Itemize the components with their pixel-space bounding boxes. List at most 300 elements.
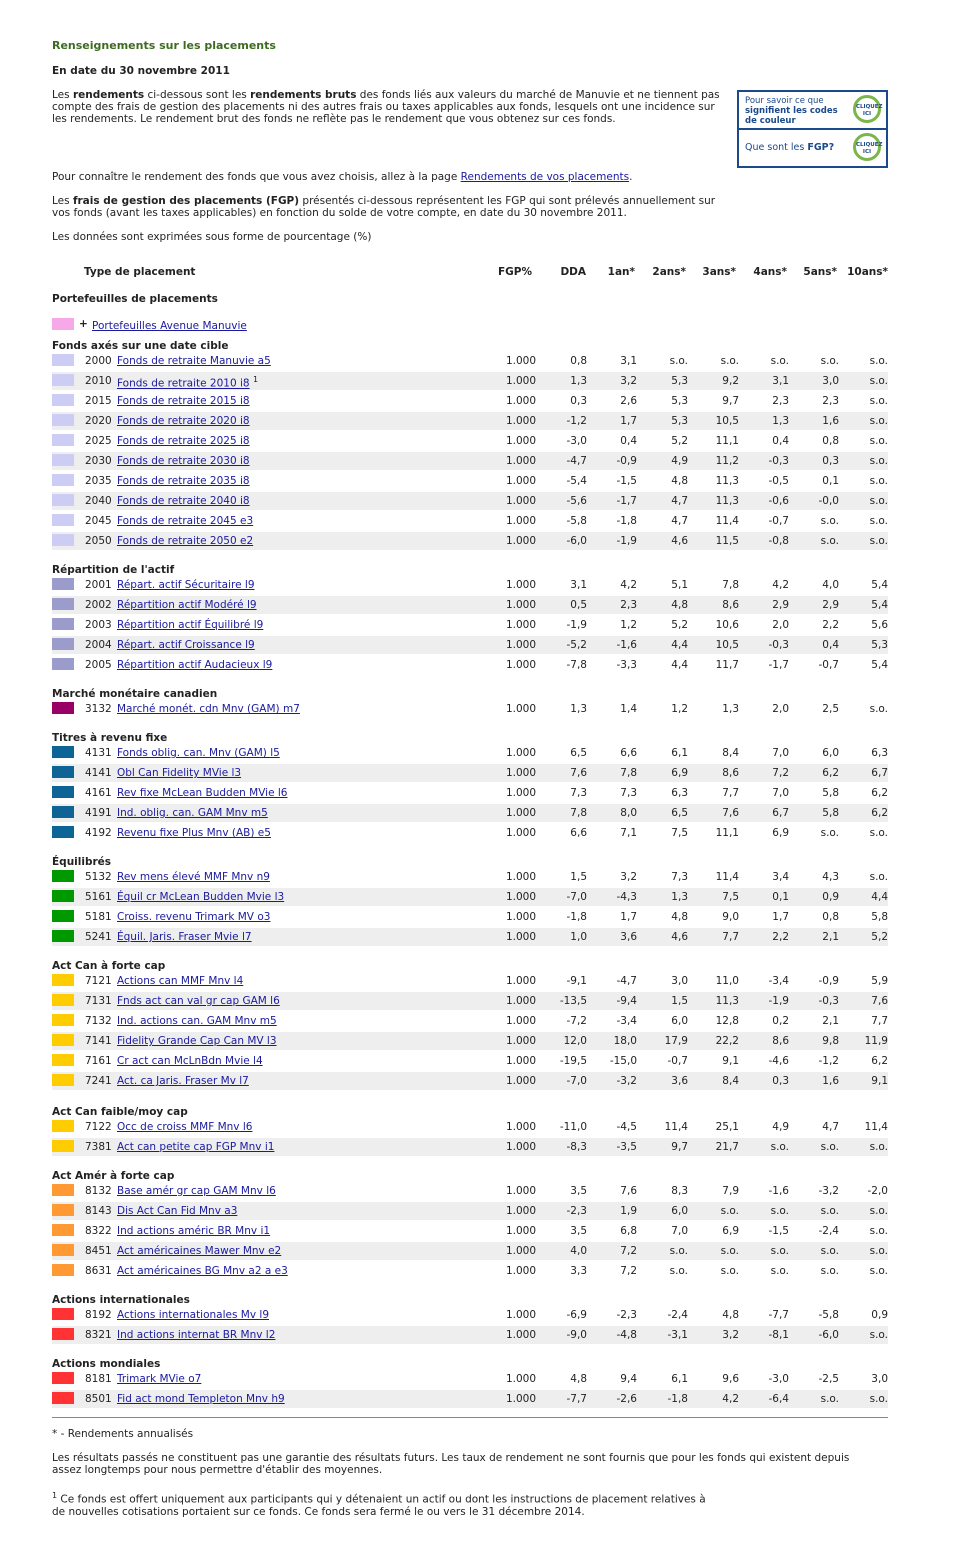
fund-name-cell bbox=[117, 1055, 263, 1067]
value-cell: 1.000 bbox=[505, 659, 536, 671]
value-cell: s.o. bbox=[720, 1205, 739, 1217]
fund-link[interactable]: Rev fixe McLean Budden MVie l6 bbox=[117, 787, 288, 799]
value-cell: 1.000 bbox=[505, 1185, 536, 1197]
value-cell: s.o. bbox=[820, 535, 839, 547]
value-cell: 1.000 bbox=[505, 1373, 536, 1385]
fund-name-cell bbox=[117, 1245, 281, 1257]
returns-link[interactable]: Rendements de vos placements bbox=[460, 171, 630, 183]
value-cell: 7,2 bbox=[620, 1265, 637, 1277]
value-cell: 2,2 bbox=[772, 931, 789, 943]
fund-link[interactable]: Act. ca Jaris. Fraser Mv l7 bbox=[117, 1075, 249, 1087]
fund-link[interactable]: Marché monét. cdn Mnv (GAM) m7 bbox=[117, 703, 300, 715]
value-cell: 0,4 bbox=[620, 435, 637, 447]
value-cell: -4,6 bbox=[768, 1055, 789, 1067]
value-cell: -5,2 bbox=[566, 639, 587, 651]
fund-link[interactable]: Répartition actif Modéré l9 bbox=[117, 599, 257, 611]
value-cell: 5,4 bbox=[871, 579, 888, 591]
value-cell: 11,4 bbox=[664, 1121, 688, 1133]
value-cell: 7,2 bbox=[620, 1245, 637, 1257]
value-cell: 5,3 bbox=[671, 415, 688, 427]
fund-color-swatch bbox=[52, 514, 74, 526]
value-cell: 4,8 bbox=[570, 1373, 587, 1385]
fund-color-swatch bbox=[52, 494, 74, 506]
value-cell: 0,3 bbox=[772, 1075, 789, 1087]
value-cell: 4,2 bbox=[620, 579, 637, 591]
value-cell: 5,9 bbox=[871, 975, 888, 987]
fund-link[interactable]: Répartition actif Équilibré l9 bbox=[117, 619, 264, 631]
value-cell: 17,9 bbox=[664, 1035, 688, 1047]
fund-code: 8181 bbox=[85, 1373, 112, 1385]
fund-code: 7131 bbox=[85, 995, 112, 1007]
fund-link[interactable]: Rev mens élevé MMF Mnv n9 bbox=[117, 871, 270, 883]
value-cell: s.o. bbox=[820, 1245, 839, 1257]
value-cell: 8,4 bbox=[722, 747, 739, 759]
value-cell: s.o. bbox=[869, 535, 888, 547]
fund-link[interactable]: Ind. oblig. can. GAM Mnv m5 bbox=[117, 807, 268, 819]
fund-name-cell bbox=[117, 931, 252, 943]
fund-name-cell bbox=[117, 1373, 201, 1385]
value-cell: 1.000 bbox=[505, 495, 536, 507]
fund-code: 8631 bbox=[85, 1265, 112, 1277]
fund-name-cell bbox=[117, 1015, 277, 1027]
value-cell: 7,8 bbox=[722, 579, 739, 591]
fund-link[interactable]: Base amér gr cap GAM Mnv l6 bbox=[117, 1185, 276, 1197]
value-cell: 1.000 bbox=[505, 975, 536, 987]
value-cell: 0,2 bbox=[772, 1015, 789, 1027]
value-cell: 9,1 bbox=[871, 1075, 888, 1087]
value-cell: -2,4 bbox=[818, 1225, 839, 1237]
fund-name-cell bbox=[117, 375, 258, 390]
value-cell: 6,8 bbox=[620, 1225, 637, 1237]
fund-color-swatch bbox=[52, 1264, 74, 1276]
expand-plus-icon[interactable]: + bbox=[79, 318, 88, 330]
value-cell: s.o. bbox=[720, 355, 739, 367]
fund-color-swatch bbox=[52, 534, 74, 546]
value-cell: -7,7 bbox=[566, 1393, 587, 1405]
value-cell: 4,6 bbox=[671, 535, 688, 547]
value-cell: 3,1 bbox=[772, 375, 789, 387]
fund-code: 2001 bbox=[85, 579, 112, 591]
color-codes-text: Pour savoir ce que signifient les codes de couleur bbox=[745, 96, 838, 126]
portfolio-link[interactable]: Portefeuilles Avenue Manuvie bbox=[92, 320, 247, 332]
value-cell: 5,1 bbox=[671, 579, 688, 591]
value-cell: 0,4 bbox=[822, 639, 839, 651]
fund-color-swatch bbox=[52, 910, 74, 922]
value-cell: -7,8 bbox=[566, 659, 587, 671]
fund-link[interactable]: Équil. Jaris. Fraser Mvie l7 bbox=[117, 931, 252, 943]
fgp-text: Que sont les FGP? bbox=[745, 142, 835, 153]
fund-color-swatch bbox=[52, 1204, 74, 1216]
value-cell: -1,2 bbox=[818, 1055, 839, 1067]
value-cell: 11,1 bbox=[715, 435, 739, 447]
value-cell: s.o. bbox=[869, 375, 888, 387]
value-cell: 7,0 bbox=[671, 1225, 688, 1237]
fund-color-swatch bbox=[52, 1014, 74, 1026]
value-cell: 11,3 bbox=[715, 495, 739, 507]
value-cell: 1.000 bbox=[505, 355, 536, 367]
color-codes-banner[interactable] bbox=[737, 90, 888, 130]
fund-name-cell bbox=[117, 639, 255, 651]
value-cell: s.o. bbox=[770, 1205, 789, 1217]
value-cell: 7,1 bbox=[620, 827, 637, 839]
fund-link[interactable]: Actions can MMF Mnv l4 bbox=[117, 975, 244, 987]
fund-name-cell bbox=[117, 579, 255, 591]
value-cell: 7,7 bbox=[871, 1015, 888, 1027]
value-cell: 7,3 bbox=[671, 871, 688, 883]
value-cell: 1,3 bbox=[722, 703, 739, 715]
fund-row bbox=[52, 1390, 888, 1408]
value-cell: 2,6 bbox=[620, 395, 637, 407]
value-cell: 5,8 bbox=[871, 911, 888, 923]
value-cell: -3,5 bbox=[616, 1141, 637, 1153]
section-title: Actions internationales bbox=[52, 1294, 190, 1306]
fund-link[interactable]: Revenu fixe Plus Mnv (AB) e5 bbox=[117, 827, 271, 839]
value-cell: 3,2 bbox=[620, 871, 637, 883]
value-cell: s.o. bbox=[869, 703, 888, 715]
value-cell: 4,8 bbox=[671, 599, 688, 611]
fund-code: 2015 bbox=[85, 395, 112, 407]
value-cell: s.o. bbox=[770, 1245, 789, 1257]
fund-color-swatch bbox=[52, 414, 74, 426]
fund-name-cell bbox=[117, 1075, 249, 1087]
value-cell: -1,7 bbox=[768, 659, 789, 671]
value-cell: -1,2 bbox=[566, 415, 587, 427]
value-cell: 4,2 bbox=[722, 1393, 739, 1405]
value-cell: 5,6 bbox=[871, 619, 888, 631]
fund-code: 2025 bbox=[85, 435, 112, 447]
fund-link[interactable]: Obl Can Fidelity MVie l3 bbox=[117, 767, 242, 779]
value-cell: 1.000 bbox=[505, 435, 536, 447]
fund-name-cell bbox=[117, 455, 250, 467]
fund-color-swatch bbox=[52, 806, 74, 818]
value-cell: -4,7 bbox=[616, 975, 637, 987]
value-cell: 1.000 bbox=[505, 415, 536, 427]
fund-link[interactable]: Trimark MVie o7 bbox=[117, 1373, 202, 1385]
fund-code: 5241 bbox=[85, 931, 112, 943]
fund-link[interactable]: Répart. actif Sécuritaire l9 bbox=[117, 579, 255, 591]
fund-color-swatch bbox=[52, 746, 74, 758]
fund-code: 2040 bbox=[85, 495, 112, 507]
value-cell: 1.000 bbox=[505, 1055, 536, 1067]
value-cell: s.o. bbox=[869, 495, 888, 507]
fund-row bbox=[52, 492, 888, 510]
fund-link[interactable]: Fid act mond Templeton Mnv h9 bbox=[117, 1393, 285, 1405]
fund-color-swatch bbox=[52, 890, 74, 902]
value-cell: 6,2 bbox=[822, 767, 839, 779]
value-cell: 1.000 bbox=[505, 535, 536, 547]
value-cell: 1.000 bbox=[505, 891, 536, 903]
value-cell: -9,1 bbox=[566, 975, 587, 987]
value-cell: s.o. bbox=[820, 1141, 839, 1153]
value-cell: -1,6 bbox=[768, 1185, 789, 1197]
page-title: Renseignements sur les placements bbox=[52, 39, 276, 52]
value-cell: s.o. bbox=[869, 1393, 888, 1405]
value-cell: s.o. bbox=[770, 1265, 789, 1277]
fund-code: 2010 bbox=[85, 375, 112, 387]
value-cell: 8,0 bbox=[620, 807, 637, 819]
fund-row bbox=[52, 824, 888, 842]
value-cell: 4,3 bbox=[822, 871, 839, 883]
value-cell: 4,9 bbox=[772, 1121, 789, 1133]
footnote: $^1$ Ce fonds est offert uniquement aux participants qui y détenaient un actif ou dont les instructions de placement relatives à de nouvelles cotisations portaient sur ce fonds. Ce fonds sera fermé le ou vers le 31 décembre 2014. bbox=[52, 1491, 706, 1518]
fund-code: 8143 bbox=[85, 1205, 112, 1217]
section-title: Fonds axés sur une date cible bbox=[52, 340, 229, 352]
value-cell: s.o. bbox=[869, 395, 888, 407]
fund-link[interactable]: Fonds de retraite 2030 i8 bbox=[117, 455, 250, 467]
value-cell: 4,4 bbox=[871, 891, 888, 903]
fund-code: 2003 bbox=[85, 619, 112, 631]
value-cell: -5,4 bbox=[566, 475, 587, 487]
fund-code: 8501 bbox=[85, 1393, 112, 1405]
fund-color-swatch bbox=[52, 1034, 74, 1046]
value-cell: 6,5 bbox=[671, 807, 688, 819]
fund-name-cell bbox=[117, 355, 271, 367]
fund-row bbox=[52, 412, 888, 430]
fund-link[interactable]: Répart. actif Croissance l9 bbox=[117, 639, 255, 651]
fund-row bbox=[52, 472, 888, 490]
fund-color-swatch bbox=[52, 974, 74, 986]
fund-row bbox=[52, 1052, 888, 1070]
value-cell: 5,2 bbox=[871, 931, 888, 943]
value-cell: 1.000 bbox=[505, 515, 536, 527]
fund-color-swatch bbox=[52, 870, 74, 882]
fund-link[interactable]: Act can petite cap FGP Mnv i1 bbox=[117, 1141, 275, 1153]
value-cell: 4,4 bbox=[671, 639, 688, 651]
fund-row bbox=[52, 972, 888, 990]
value-cell: -0,7 bbox=[818, 659, 839, 671]
fund-link[interactable]: Fonds de retraite 2040 i8 bbox=[117, 495, 250, 507]
value-cell: 1,2 bbox=[671, 703, 688, 715]
value-cell: -1,8 bbox=[566, 911, 587, 923]
fund-row bbox=[52, 616, 888, 634]
fund-link[interactable]: Dis Act Can Fid Mnv a3 bbox=[117, 1205, 238, 1217]
value-cell: s.o. bbox=[770, 355, 789, 367]
value-cell: -1,9 bbox=[566, 619, 587, 631]
value-cell: 21,7 bbox=[715, 1141, 739, 1153]
value-cell: -7,0 bbox=[566, 891, 587, 903]
value-cell: s.o. bbox=[820, 1265, 839, 1277]
fund-name-cell bbox=[117, 1225, 270, 1237]
fund-color-swatch bbox=[52, 1140, 74, 1152]
fund-link[interactable]: Ind. actions can. GAM Mnv m5 bbox=[117, 1015, 277, 1027]
value-cell: 5,8 bbox=[822, 807, 839, 819]
fund-name-cell bbox=[117, 395, 250, 407]
value-cell: 5,3 bbox=[671, 375, 688, 387]
value-cell: 1.000 bbox=[505, 1393, 536, 1405]
fund-link[interactable]: Fonds de retraite Manuvie a5 bbox=[117, 355, 271, 367]
value-cell: -5,6 bbox=[566, 495, 587, 507]
fund-color-swatch bbox=[52, 434, 74, 446]
value-cell: s.o. bbox=[669, 1245, 688, 1257]
fund-code: 8321 bbox=[85, 1329, 112, 1341]
value-cell: 2,0 bbox=[772, 703, 789, 715]
value-cell: -1,8 bbox=[667, 1393, 688, 1405]
fund-link[interactable]: Ind actions améric BR Mnv i1 bbox=[117, 1225, 271, 1237]
value-cell: 1.000 bbox=[505, 1309, 536, 1321]
fund-link[interactable]: Occ de croiss MMF Mnv l6 bbox=[117, 1121, 253, 1133]
value-cell: 1.000 bbox=[505, 1141, 536, 1153]
fund-link[interactable]: Fonds de retraite 2010 i8 bbox=[117, 377, 250, 390]
value-cell: 2,3 bbox=[620, 599, 637, 611]
value-cell: 0,3 bbox=[822, 455, 839, 467]
fund-color-swatch bbox=[52, 1120, 74, 1132]
fund-link[interactable]: Ind actions internat BR Mnv l2 bbox=[117, 1329, 276, 1341]
value-cell: -1,8 bbox=[616, 515, 637, 527]
value-cell: 5,3 bbox=[871, 639, 888, 651]
value-cell: 4,0 bbox=[570, 1245, 587, 1257]
value-cell: 1,2 bbox=[620, 619, 637, 631]
value-cell: 6,2 bbox=[871, 787, 888, 799]
value-cell: 0,1 bbox=[822, 475, 839, 487]
fund-name-cell bbox=[117, 535, 253, 547]
fund-row bbox=[52, 1306, 888, 1324]
fund-row bbox=[52, 392, 888, 410]
value-cell: 5,4 bbox=[871, 599, 888, 611]
value-cell: 6,0 bbox=[671, 1015, 688, 1027]
value-cell: 1.000 bbox=[505, 1035, 536, 1047]
fund-code: 5161 bbox=[85, 891, 112, 903]
click-here-badge[interactable]: CLIQUEZ ICI bbox=[853, 95, 881, 123]
fund-link[interactable]: Fonds de retraite 2035 i8 bbox=[117, 475, 250, 487]
value-cell: -0,6 bbox=[768, 495, 789, 507]
value-cell: 9,0 bbox=[722, 911, 739, 923]
fund-color-swatch bbox=[52, 454, 74, 466]
value-cell: 1,0 bbox=[570, 931, 587, 943]
value-cell: -1,7 bbox=[616, 495, 637, 507]
fund-row bbox=[52, 700, 888, 718]
fund-row bbox=[52, 784, 888, 802]
value-cell: 9,1 bbox=[722, 1055, 739, 1067]
section-title: Act Amér à forte cap bbox=[52, 1170, 175, 1182]
fund-code: 2005 bbox=[85, 659, 112, 671]
value-cell: 1,7 bbox=[620, 415, 637, 427]
value-cell: 1,5 bbox=[570, 871, 587, 883]
fund-link[interactable]: Fonds de retraite 2045 e3 bbox=[117, 515, 254, 527]
value-cell: 1.000 bbox=[505, 1075, 536, 1087]
value-cell: 4,6 bbox=[671, 931, 688, 943]
header-3ans: 3ans* bbox=[702, 266, 736, 278]
value-cell: 4,9 bbox=[671, 455, 688, 467]
fund-code: 2002 bbox=[85, 599, 112, 611]
fund-code: 8451 bbox=[85, 1245, 112, 1257]
fund-link[interactable]: Actions internationales Mv l9 bbox=[117, 1309, 270, 1321]
fgp-banner[interactable] bbox=[737, 128, 888, 168]
fund-link[interactable]: Répartition actif Audacieux l9 bbox=[117, 659, 273, 671]
value-cell: 3,0 bbox=[822, 375, 839, 387]
fund-row bbox=[52, 928, 888, 946]
value-cell: s.o. bbox=[820, 355, 839, 367]
fund-color-swatch bbox=[52, 994, 74, 1006]
value-cell: 1.000 bbox=[505, 579, 536, 591]
fund-color-swatch bbox=[52, 1392, 74, 1404]
value-cell: 9,4 bbox=[620, 1373, 637, 1385]
value-cell: 1,9 bbox=[620, 1205, 637, 1217]
intro-paragraph: Les rendements ci-dessous sont les rendements bruts des fonds liés aux valeurs du marché de Manuvie et ne tiennent pas compte des frais de gestion des placements ni des autres frais ou taxes applicables aux fonds, lesquels ont une incidence sur les rendements. Le rendement brut des fonds ne reflète pas le rendement que vous obtenez sur ces fonds. bbox=[52, 89, 720, 125]
value-cell: -6,0 bbox=[566, 535, 587, 547]
fund-color-swatch bbox=[52, 598, 74, 610]
value-cell: 7,0 bbox=[772, 747, 789, 759]
fund-name-cell bbox=[117, 515, 253, 527]
fund-link[interactable]: Fonds de retraite 2015 i8 bbox=[117, 395, 250, 407]
value-cell: 11,5 bbox=[715, 535, 739, 547]
fund-color-swatch bbox=[52, 1224, 74, 1236]
fund-color-swatch bbox=[52, 638, 74, 650]
value-cell: -2,3 bbox=[566, 1205, 587, 1217]
value-cell: 6,1 bbox=[671, 1373, 688, 1385]
portfolio-section-title: Portefeuilles de placements bbox=[52, 293, 218, 305]
fund-link[interactable]: Fidelity Grande Cap Can MV l3 bbox=[117, 1035, 277, 1047]
fund-code: 2020 bbox=[85, 415, 112, 427]
value-cell: s.o. bbox=[820, 515, 839, 527]
section-title: Titres à revenu fixe bbox=[52, 732, 168, 744]
click-here-badge[interactable]: CLIQUEZ ICI bbox=[853, 133, 881, 161]
value-cell: 7,5 bbox=[722, 891, 739, 903]
value-cell: -4,8 bbox=[616, 1329, 637, 1341]
value-cell: 8,3 bbox=[671, 1185, 688, 1197]
value-cell: -15,0 bbox=[609, 1055, 637, 1067]
value-cell: -8,3 bbox=[566, 1141, 587, 1153]
value-cell: -3,3 bbox=[616, 659, 637, 671]
value-cell: -1,5 bbox=[768, 1225, 789, 1237]
fund-code: 8322 bbox=[85, 1225, 112, 1237]
fund-color-swatch bbox=[52, 374, 74, 386]
value-cell: -1,5 bbox=[616, 475, 637, 487]
fund-code: 7141 bbox=[85, 1035, 112, 1047]
value-cell: 11,4 bbox=[864, 1121, 888, 1133]
fund-row bbox=[52, 512, 888, 530]
value-cell: 1.000 bbox=[505, 871, 536, 883]
fund-name-cell bbox=[117, 475, 250, 487]
value-cell: 4,0 bbox=[822, 579, 839, 591]
fgp-paragraph: Les frais de gestion des placements (FGP) présentés ci-dessous représentent les FGP qui sont prélevés annuellement sur vos fonds (avant les taxes applicables) en fonction du solde de votre compte, en date du 30 novembre 2011. bbox=[52, 195, 716, 219]
fund-color-swatch bbox=[52, 658, 74, 670]
fund-link[interactable]: Fonds de retraite 2050 e2 bbox=[117, 535, 254, 547]
value-cell: 9,8 bbox=[822, 1035, 839, 1047]
value-cell: -6,0 bbox=[818, 1329, 839, 1341]
fund-row bbox=[52, 352, 888, 370]
value-cell: 6,9 bbox=[722, 1225, 739, 1237]
fund-link[interactable]: Fonds de retraite 2025 i8 bbox=[117, 435, 250, 447]
value-cell: 9,7 bbox=[671, 1141, 688, 1153]
fund-link[interactable]: Fnds act can val gr cap GAM l6 bbox=[117, 995, 280, 1007]
fund-row bbox=[52, 804, 888, 822]
value-cell: 1.000 bbox=[505, 787, 536, 799]
fund-code: 4131 bbox=[85, 747, 112, 759]
fund-link[interactable]: Cr act can McLnBdn Mvie l4 bbox=[117, 1055, 263, 1067]
fund-link[interactable]: Équil cr McLean Budden Mvie l3 bbox=[117, 891, 285, 903]
value-cell: 0,9 bbox=[871, 1309, 888, 1321]
value-cell: 6,3 bbox=[871, 747, 888, 759]
value-cell: -0,3 bbox=[818, 995, 839, 1007]
value-cell: 9,7 bbox=[722, 395, 739, 407]
fund-link[interactable]: Fonds de retraite 2020 i8 bbox=[117, 415, 250, 427]
disclaimer: Les résultats passés ne constituent pas une garantie des résultats futurs. Les taux de rendement ne sont fournis que pour les fonds qui existent depuis assez longtemps pour nous permettre d'établir des moyennes. bbox=[52, 1452, 850, 1476]
value-cell: 1,3 bbox=[671, 891, 688, 903]
fund-code: 2000 bbox=[85, 355, 112, 367]
fund-link[interactable]: Act américaines BG Mnv a2 a e3 bbox=[117, 1265, 288, 1277]
value-cell: 6,6 bbox=[570, 827, 587, 839]
fund-row bbox=[52, 1032, 888, 1050]
fund-code: 5132 bbox=[85, 871, 112, 883]
fund-row bbox=[52, 1118, 888, 1136]
value-cell: 7,3 bbox=[620, 787, 637, 799]
fund-link[interactable]: Fonds oblig. can. Mnv (GAM) l5 bbox=[117, 747, 280, 759]
fund-link[interactable]: Croiss. revenu Trimark MV o3 bbox=[117, 911, 271, 923]
fund-row bbox=[52, 432, 888, 450]
fund-link[interactable]: Act américaines Mawer Mnv e2 bbox=[117, 1245, 282, 1257]
table-header bbox=[52, 266, 888, 280]
value-cell: 0,4 bbox=[772, 435, 789, 447]
